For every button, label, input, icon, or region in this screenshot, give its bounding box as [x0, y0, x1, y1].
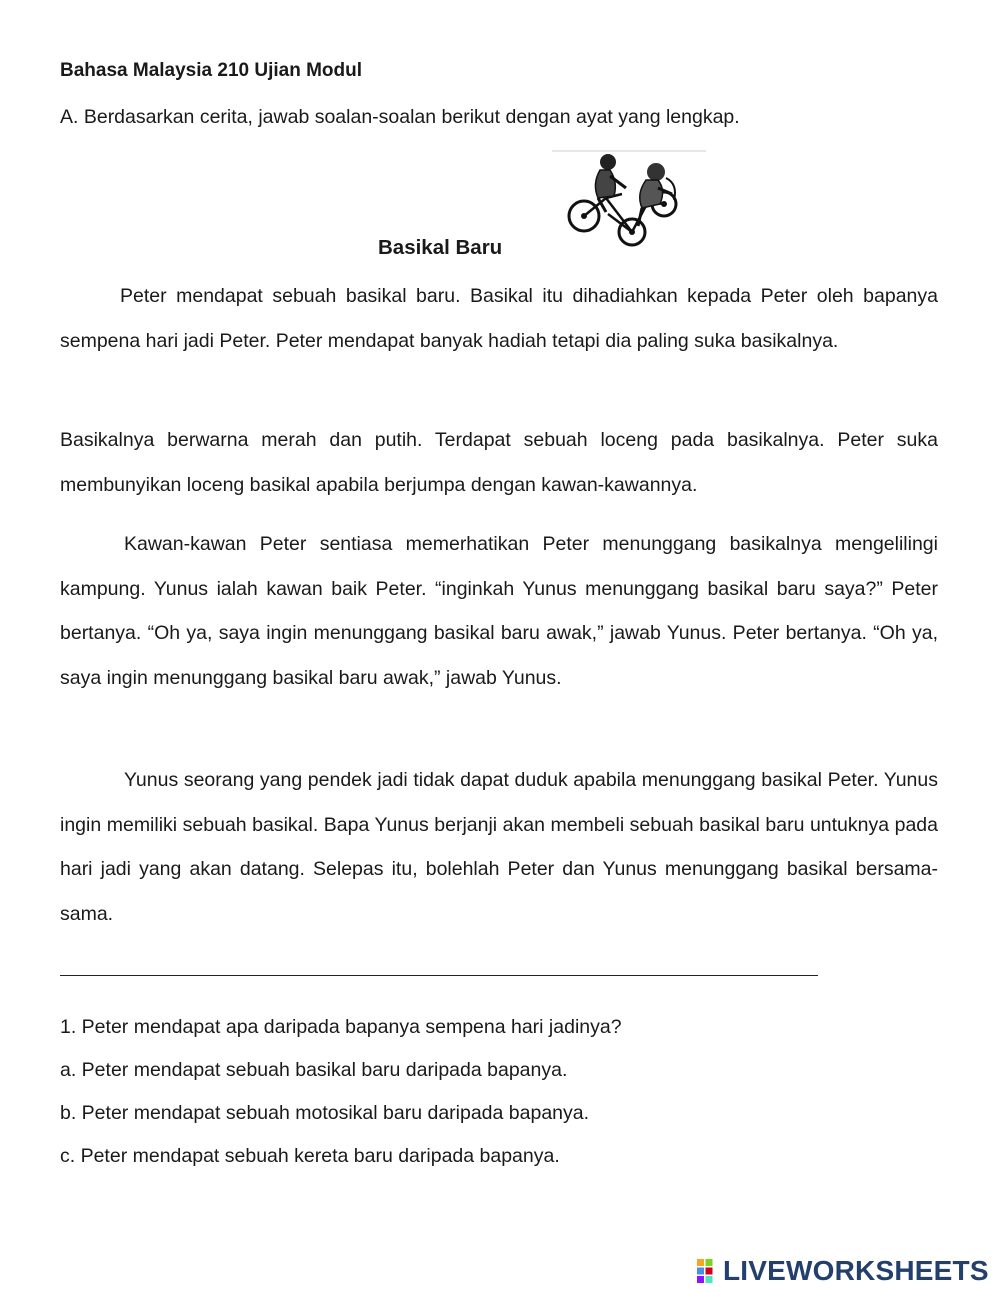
liveworksheets-logo	[697, 1255, 989, 1287]
question-block	[60, 1006, 940, 1178]
answer-option-c[interactable]: c. Peter mendapat sebuah kereta baru daripada bapanya.	[60, 1145, 560, 1167]
instruction-text: A. Berdasarkan cerita, jawab soalan-soalan berikut dengan ayat yang lengkap.	[60, 106, 740, 128]
section-divider	[60, 975, 818, 976]
liveworksheets-brand-text: LIVEWORKSHEETS	[723, 1255, 989, 1286]
story-paragraph: Peter mendapat sebuah basikal baru. Basikal itu dihadiahkan kepada Peter oleh bapanya sempena hari jadi Peter. Peter mendapat banyak hadiah tetapi dia paling suka basikalnya.	[60, 285, 938, 352]
story-paragraph: Kawan-kawan Peter sentiasa memerhatikan Peter menunggang basikalnya mengelilingi kampung. Yunus ialah kawan baik Peter. “inginkah Yunus menunggang basikal baru saya?” Peter bertanya. “Oh ya, saya ingin menunggang basikal baru awak,” jawab Yunus. Peter bertanya. “Oh ya, saya ingin menunggang basikal baru awak,” jawab Yunus.	[60, 533, 938, 689]
story-paragraph: Yunus seorang yang pendek jadi tidak dapat duduk apabila menunggang basikal Peter. Yunus ingin memiliki sebuah basikal. Bapa Yunus berjanji akan membeli sebuah basikal baru untuknya pada hari jadi yang akan datang. Selepas itu, bolehlah Peter dan Yunus menunggang basikal bersama-sama.	[60, 769, 938, 925]
bicycle-illustration	[548, 148, 710, 252]
answer-option-a[interactable]: a. Peter mendapat sebuah basikal baru daripada bapanya.	[60, 1059, 568, 1081]
story-title: Basikal Baru	[378, 236, 503, 259]
liveworksheets-logo-icon	[697, 1259, 721, 1283]
question-text: 1. Peter mendapat apa daripada bapanya sempena hari jadinya?	[60, 1016, 622, 1038]
document-title: Bahasa Malaysia 210 Ujian Modul	[60, 60, 363, 81]
answer-option-b[interactable]: b. Peter mendapat sebuah motosikal baru daripada bapanya.	[60, 1102, 590, 1124]
story-paragraph: Basikalnya berwarna merah dan putih. Terdapat sebuah loceng pada basikalnya. Peter suka membunyikan loceng basikal apabila berjumpa dengan kawan-kawannya.	[60, 429, 938, 496]
